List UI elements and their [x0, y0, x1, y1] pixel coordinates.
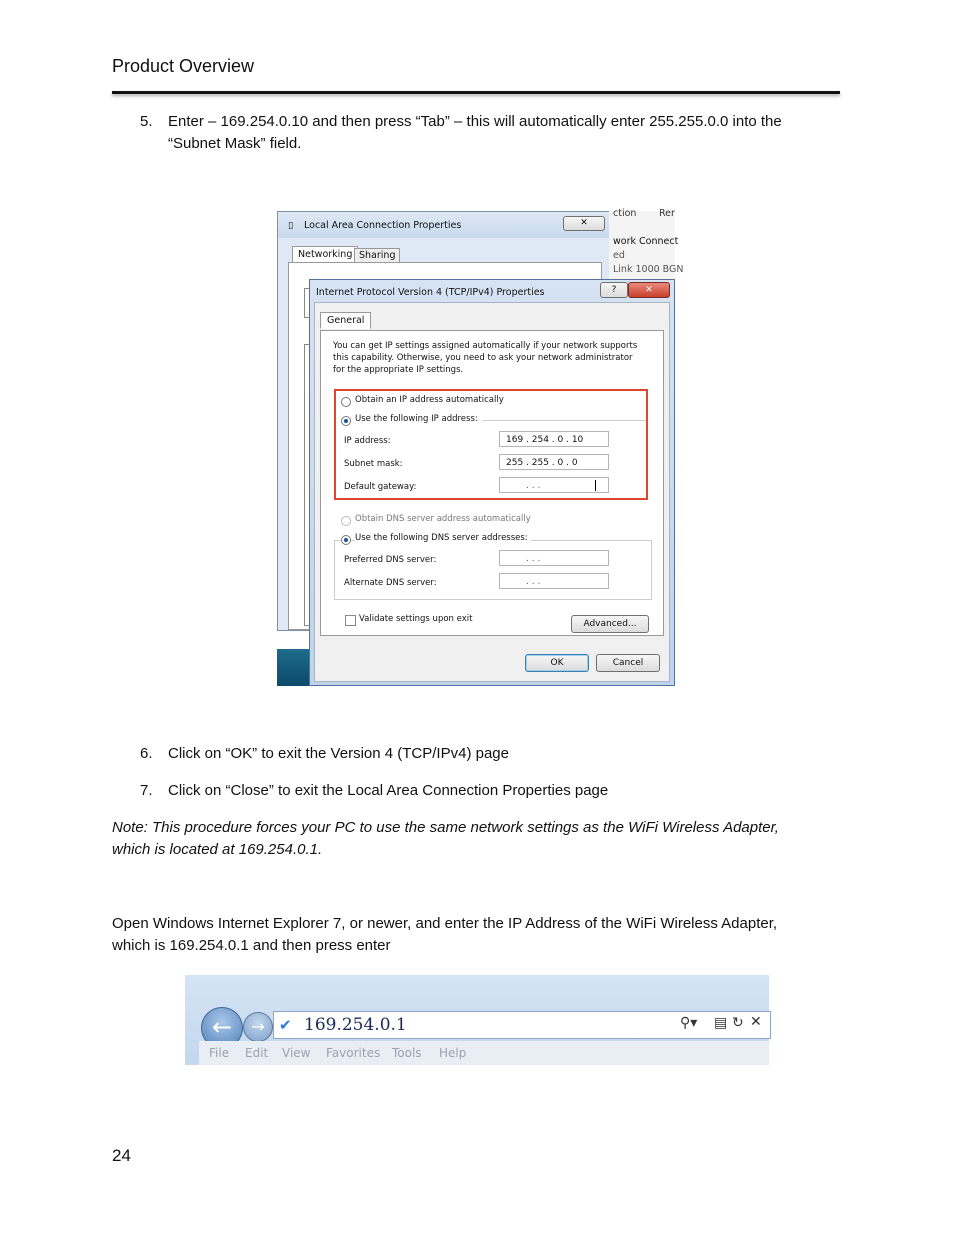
forward-arrow-icon: →	[251, 1017, 265, 1036]
menu-item-view[interactable]: View	[282, 1046, 311, 1060]
step-number: 6.	[140, 745, 153, 762]
address-text: 169.254.0.1	[304, 1015, 407, 1035]
tab-general[interactable]: General	[320, 312, 371, 329]
step-text: Click on “OK” to exit the Version 4 (TCP/IPv4) page	[168, 745, 509, 762]
menu-item-tools[interactable]: Tools	[392, 1046, 422, 1060]
validate-label: Validate settings upon exit	[359, 614, 473, 624]
search-icon[interactable]: ⚲▾	[680, 1015, 698, 1031]
ie-address-bar-screenshot	[185, 975, 769, 1065]
menu-item-help[interactable]: Help	[439, 1046, 467, 1060]
preferred-dns-field[interactable]: . . .	[499, 550, 609, 566]
default-gateway-label: Default gateway:	[344, 482, 417, 492]
alternate-dns-label: Alternate DNS server:	[344, 578, 437, 588]
paragraph-line: Open Windows Internet Explorer 7, or newer, and enter the IP Address of the WiFi Wireless Adapter,	[112, 915, 778, 932]
stop-icon[interactable]: ✕	[750, 1014, 762, 1030]
intro-text: for the appropriate IP settings.	[333, 365, 464, 375]
compatibility-icon[interactable]: ▤	[714, 1015, 728, 1031]
menu-item-edit[interactable]: Edit	[245, 1046, 269, 1060]
bg-text: ction	[613, 208, 637, 219]
intro-text: this capability. Otherwise, you need to ask your network administrator	[333, 353, 633, 363]
refresh-icon[interactable]: ↻	[732, 1015, 744, 1031]
default-gateway-field[interactable]: . . .	[499, 477, 609, 493]
ie-instruction	[112, 913, 777, 957]
step-text: Enter – 169.254.0.10 and then press “Tab” – this will automatically enter 255.255.0.0 into the	[168, 113, 782, 130]
bg-text: Rer	[659, 208, 675, 219]
radio-use-following-dns[interactable]	[341, 535, 351, 545]
note-line: Note: This procedure forces your PC to use the same network settings as the WiFi Wireless Adapter,	[112, 819, 779, 836]
highlight-box	[334, 389, 648, 500]
step-5	[140, 111, 840, 155]
menu-item-file[interactable]: File	[209, 1046, 230, 1060]
step-number: 5.	[140, 113, 153, 130]
radio-obtain-dns-auto[interactable]	[341, 516, 351, 526]
preferred-dns-label: Preferred DNS server:	[344, 555, 437, 565]
subnet-mask-label: Subnet mask:	[344, 459, 403, 469]
radio-label: Obtain DNS server address automatically	[355, 514, 531, 524]
step-text: Click on “Close” to exit the Local Area Connection Properties page	[168, 782, 609, 799]
dialog-title: Internet Protocol Version 4 (TCP/IPv4) Properties	[316, 287, 545, 298]
alternate-dns-field[interactable]: . . .	[499, 573, 609, 589]
step-text-continued: “Subnet Mask” field.	[168, 135, 302, 152]
paragraph-line: which is 169.254.0.1 and then press enter	[112, 937, 391, 954]
step-6	[140, 743, 840, 765]
back-arrow-icon: ←	[211, 1013, 233, 1041]
note	[112, 817, 779, 861]
ie-page-icon: ✔	[279, 1016, 292, 1034]
address-bar[interactable]	[273, 1011, 771, 1039]
advanced-button[interactable]: Advanced...	[571, 615, 649, 633]
ipv4-dialog-screenshot	[277, 208, 684, 686]
validate-checkbox[interactable]	[345, 615, 356, 626]
step-number: 7.	[140, 782, 153, 799]
step-7	[140, 780, 840, 802]
radio-label: Obtain an IP address automatically	[355, 395, 504, 405]
ok-button[interactable]: OK	[525, 654, 589, 672]
help-button[interactable]: ?	[600, 282, 628, 298]
ip-address-field[interactable]: 169 . 254 . 0 . 10	[499, 431, 609, 447]
tcp-ipv4-dialog	[309, 279, 675, 686]
radio-label: Use the following IP address:	[355, 414, 478, 424]
header-rule	[112, 91, 840, 94]
menu-item-favorites[interactable]: Favorites	[326, 1046, 381, 1060]
ip-address-label: IP address:	[344, 436, 391, 446]
close-button[interactable]: ✕	[628, 282, 670, 298]
radio-label: Use the following DNS server addresses:	[355, 533, 531, 543]
tab-networking[interactable]: Networking	[292, 246, 358, 262]
bg-text: work Connect	[613, 236, 679, 247]
bg-text: Link 1000 BGN	[613, 264, 684, 275]
close-button[interactable]: ✕	[563, 216, 605, 231]
note-line: which is located at 169.254.0.1.	[112, 841, 323, 858]
intro-text: You can get IP settings assigned automatically if your network supports	[333, 341, 638, 351]
window-title: Local Area Connection Properties	[304, 220, 462, 231]
bg-text: ed	[613, 250, 625, 261]
cancel-button[interactable]: Cancel	[596, 654, 660, 672]
network-icon: ▯	[288, 220, 294, 231]
subnet-mask-field[interactable]: 255 . 255 . 0 . 0	[499, 454, 609, 470]
page-number: 24	[112, 1146, 131, 1165]
tab-sharing[interactable]: Sharing	[354, 248, 400, 263]
page-header: Product Overview	[112, 56, 255, 76]
forward-button[interactable]	[243, 1012, 273, 1042]
